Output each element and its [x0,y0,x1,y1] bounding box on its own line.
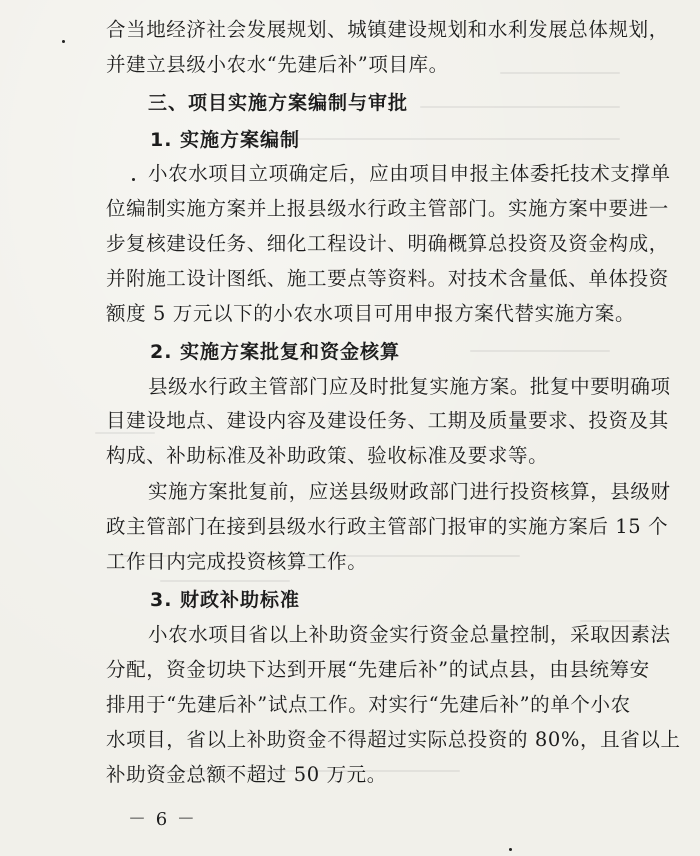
body-line: 目建设地点、建设内容及建设任务、工期及质量要求、投资及其 [106,409,669,432]
body-line: 水项目，省以上补助资金不得超过实际总投资的 80%，且省以上 [106,728,681,751]
body-line: 位编制实施方案并上报县级水行政主管部门。实施方案中要进一 [106,197,669,220]
scan-speck [509,848,512,851]
body-line: 实施方案批复前，应送县级财政部门进行投资核算，县级财 [148,480,671,503]
subsection-heading: 2. 实施方案批复和资金核算 [150,341,401,363]
body-line: 补助资金总额不超过 50 万元。 [106,763,387,786]
body-line: 排用于“先建后补”试点工作。对实行“先建后补”的单个小农 [106,693,631,716]
body-line: 分配，资金切块下达到开展“先建后补”的试点县，由县统筹安 [106,658,650,681]
page-number: － 6 － [128,809,197,830]
body-line: 合当地经济社会发展规划、城镇建设规划和水利发展总体规划， [106,18,669,41]
body-line: 额度 5 万元以下的小农水项目可用申报方案代替实施方案。 [106,302,636,325]
body-line: 步复核建设任务、细化工程设计、明确概算总投资及资金构成， [106,232,669,255]
body-line: 构成、补助标准及补助政策、验收标准及要求等。 [106,444,549,467]
body-line: 并建立县级小农水“先建后补”项目库。 [106,53,449,76]
body-line: 小农水项目立项确定后，应由项目申报主体委托技术支撑单 [148,162,671,185]
body-line: 并附施工设计图纸、施工要点等资料。对技术含量低、单体投资 [106,267,669,290]
subsection-heading: 1. 实施方案编制 [150,129,301,151]
subsection-heading: 3. 财政补助标准 [150,589,301,611]
section-title: 三、项目实施方案编制与审批 [148,92,409,114]
body-line: 县级水行政主管部门应及时批复实施方案。批复中要明确项 [148,375,671,398]
body-line: 工作日内完成投资核算工作。 [106,550,368,573]
body-line: 政主管部门在接到县级水行政主管部门报审的实施方案后 15 个 [106,515,669,538]
body-line: 小农水项目省以上补助资金实行资金总量控制，采取因素法 [148,623,671,646]
